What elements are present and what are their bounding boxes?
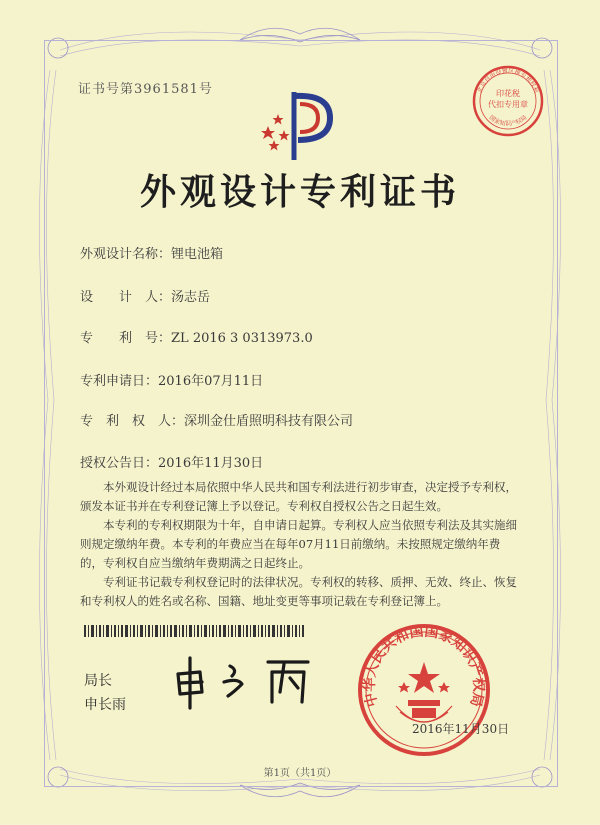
field-grant-date bbox=[80, 452, 263, 471]
body-paragraph-3: 专利证书记载专利权登记时的法律状况。专利权的转移、质押、无效、终止、恢复和专利权人的姓名或名称、国籍、地址变更等事项记载在专利登记簿上。 bbox=[80, 575, 517, 608]
field-patent-number bbox=[80, 327, 313, 346]
field-label: 授权公告日： bbox=[80, 456, 159, 471]
field-value: 汤志岳 bbox=[171, 290, 211, 305]
field-value: 2016年11月30日 bbox=[158, 456, 264, 471]
seal-line-2: 印花税 bbox=[496, 89, 520, 98]
field-label: 专 利 权 人： bbox=[80, 414, 185, 429]
body-paragraph-2: 本专利的专利权期限为十年，自申请日起算。专利权人应当依照专利法及其实施细则规定缴纳年费。本专利的年费应当在每年07月11日前缴纳。未按照规定缴纳年费的，专利权自应当缴纳年费期满之日起终止。 bbox=[80, 518, 517, 570]
field-label: 专利申请日： bbox=[80, 374, 159, 389]
certificate-number: 证书号第3961581号 bbox=[78, 82, 213, 97]
field-label: 外观设计名称： bbox=[80, 247, 172, 262]
seal-text: 中华人民共和国国家知识产权局 bbox=[361, 623, 487, 709]
field-label: 设 计 人： bbox=[80, 290, 172, 305]
director-name: 申长雨 bbox=[84, 697, 126, 713]
field-application-date bbox=[80, 370, 263, 389]
seal-line-3: 代扣专用章 bbox=[488, 100, 528, 109]
body-paragraph-1: 本外观设计经过本局依照中华人民共和国专利法进行初步审查，决定授予专利权，颁发本证书并在专利登记簿上予以登记。专利权自授权公告之日起生效。 bbox=[80, 480, 517, 513]
field-design-name bbox=[80, 243, 223, 262]
seal-date: 2016年11月30日 bbox=[412, 722, 510, 736]
field-label: 专 利 号： bbox=[80, 331, 172, 346]
stamp-duty-seal bbox=[468, 62, 548, 140]
director-signature bbox=[172, 652, 322, 710]
certificate-body bbox=[80, 478, 520, 611]
field-value: 深圳金仕盾照明科技有限公司 bbox=[184, 414, 354, 429]
seal-line-4: 国家知识产权局 bbox=[487, 114, 529, 128]
director-title: 局长 bbox=[84, 673, 112, 689]
field-value: 锂电池箱 bbox=[171, 247, 224, 262]
patent-office-logo bbox=[258, 86, 342, 166]
field-designer bbox=[80, 286, 210, 305]
seal-line-1: 北京自由设置区推专利权利 bbox=[476, 67, 540, 94]
page-footer: 第1页（共1页） bbox=[263, 768, 337, 779]
barcode bbox=[84, 625, 304, 637]
field-patentee bbox=[80, 410, 353, 429]
official-seal bbox=[356, 622, 492, 758]
certificate-title: 外观设计专利证书 bbox=[139, 171, 460, 213]
svg-text:国家知识产权局 bbox=[488, 113, 529, 127]
field-value: 2016年07月11日 bbox=[158, 374, 264, 389]
field-value: ZL 2016 3 0313973.0 bbox=[171, 331, 313, 346]
